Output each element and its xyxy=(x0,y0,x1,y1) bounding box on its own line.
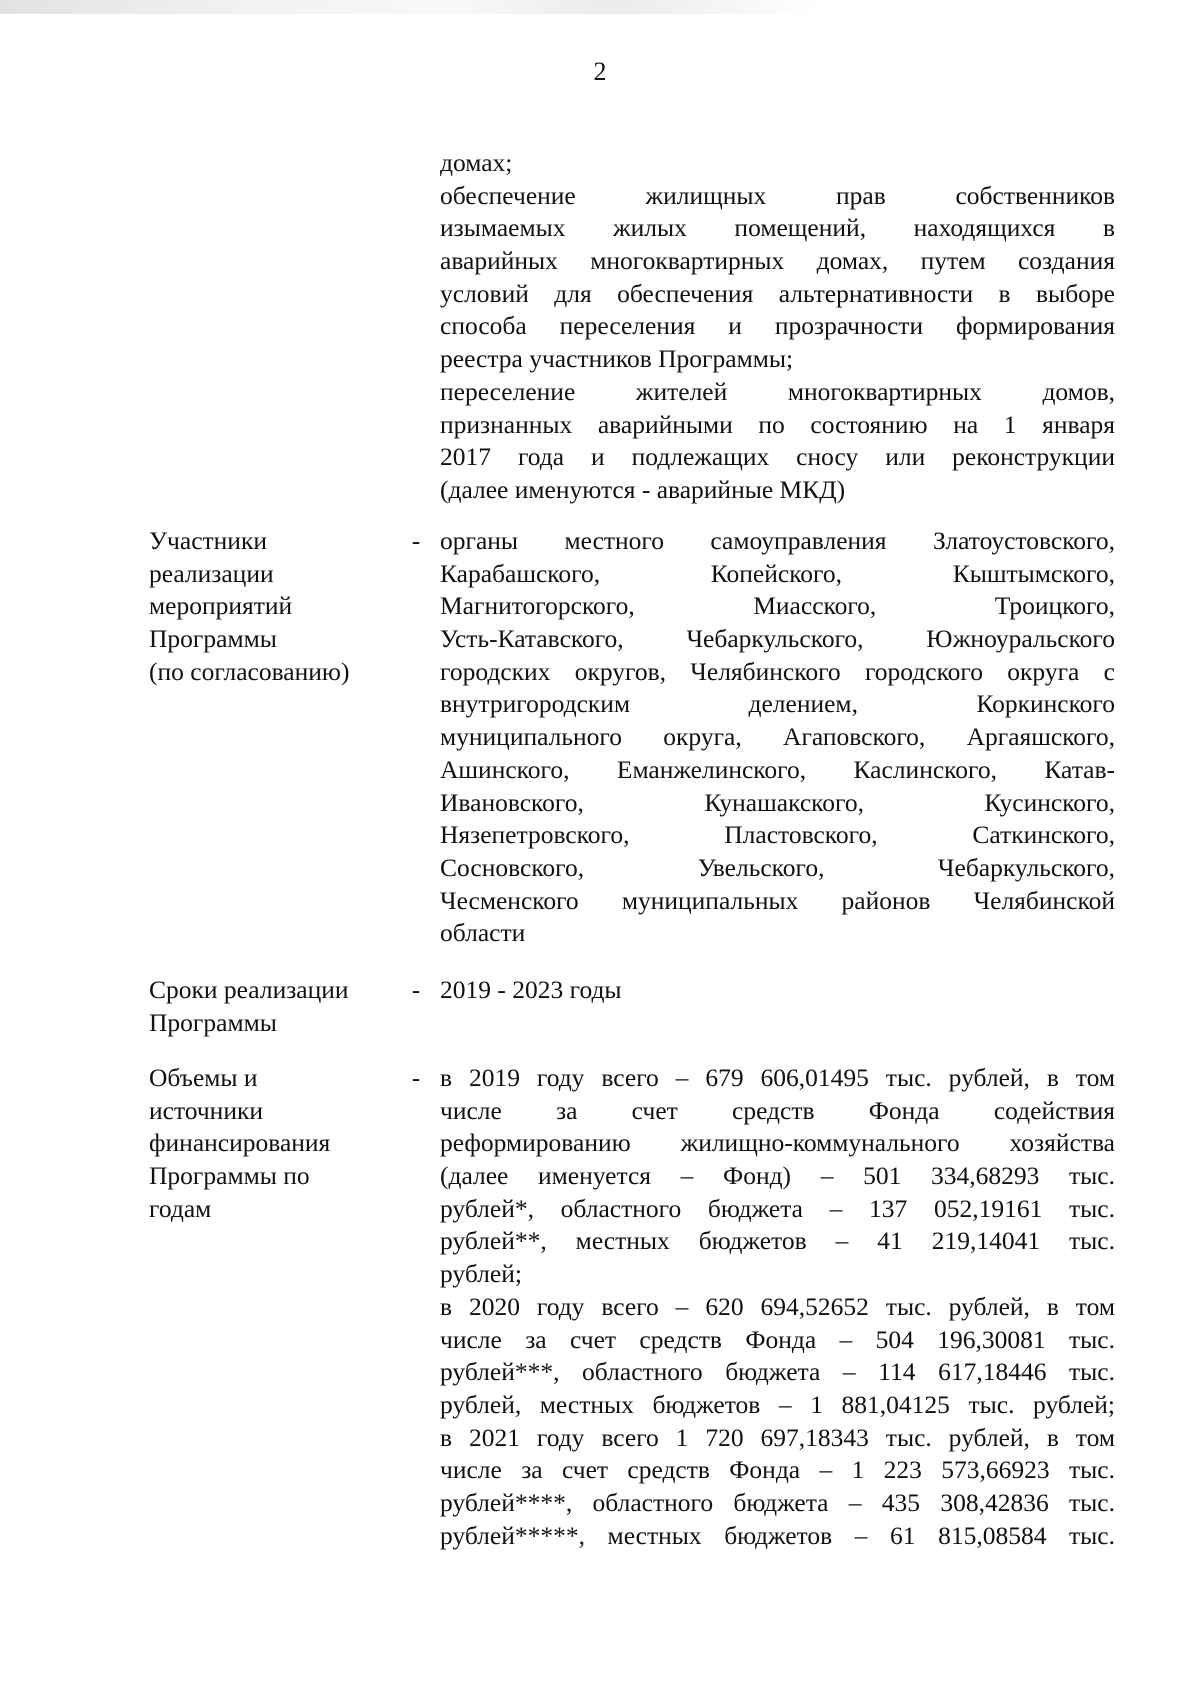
text-line: 2019 - 2023 годы xyxy=(440,975,622,1004)
text-line: городских округов, Челябинского городского округа с xyxy=(440,656,1115,686)
text-line: реестра участников Программы; xyxy=(440,344,794,374)
participants-value xyxy=(440,525,1115,950)
label-line: Объемы и xyxy=(149,1063,258,1092)
text-line: аварийных многоквартирных домах, путем создания xyxy=(440,246,1115,276)
text-line: Ивановского, Кунашакского, Кусинского, xyxy=(440,787,1115,817)
text-line: рублей****, областного бюджета – 435 308,42836 тыс. xyxy=(440,1487,1115,1517)
text-line: рублей*, областного бюджета – 137 052,19161 тыс. xyxy=(440,1193,1115,1223)
label-line: мероприятий xyxy=(149,591,293,621)
text-line: Усть-Катавского, Чебаркульского, Южноуральского xyxy=(440,624,1115,654)
text-line: рублей***, областного бюджета – 114 617,18446 тыс. xyxy=(440,1357,1115,1387)
text-line: муниципального округа, Агаповского, Аргаяшского, xyxy=(440,722,1115,752)
text-line: обеспечение жилищных прав собственников xyxy=(440,180,1115,210)
dash-separator: - xyxy=(411,1063,421,1092)
text-line: Ашинского, Еманжелинского, Каслинского, Катав- xyxy=(440,754,1115,784)
period-value xyxy=(440,974,1115,1007)
text-line: Карабашского, Копейского, Кыштымского, xyxy=(440,558,1115,588)
label-line: (по согласованию) xyxy=(149,656,350,686)
text-line: числе за счет средств Фонда – 504 196,30081 тыс. xyxy=(440,1324,1115,1354)
label-line: годам xyxy=(149,1193,212,1223)
text-line: Чесменского муниципальных районов Челябинской xyxy=(440,885,1115,915)
period-label xyxy=(149,974,399,1039)
text-line: условий для обеспечения альтернативности в выборе xyxy=(440,278,1115,308)
text-line: числе за счет средств Фонда содействия xyxy=(440,1095,1115,1125)
text-line: Сосновского, Увельского, Чебаркульского, xyxy=(440,852,1115,882)
text-line: (далее именуется – Фонд) – 501 334,68293 тыс. xyxy=(440,1161,1115,1191)
label-line: Программы xyxy=(149,624,277,654)
scan-edge-artifact xyxy=(0,0,820,14)
text-line: Магнитогорского, Миасского, Троицкого, xyxy=(440,591,1115,621)
page-number: 2 xyxy=(593,57,607,86)
label-line: Программы xyxy=(149,1007,277,1037)
text-line: переселение жителей многоквартирных домов, xyxy=(440,376,1115,406)
label-line: источники xyxy=(149,1095,264,1125)
text-line: рублей, местных бюджетов – 1 881,04125 тыс. рублей; xyxy=(440,1389,1115,1419)
text-line: числе за счет средств Фонда – 1 223 573,66923 тыс. xyxy=(440,1455,1115,1485)
text-line: внутригородским делением, Коркинского xyxy=(440,689,1115,719)
text-line: органы местного самоуправления Златоустовского, xyxy=(440,526,1115,555)
text-line: в 2019 году всего – 679 606,01495 тыс. рублей, в том xyxy=(440,1063,1115,1092)
financing-value xyxy=(440,1062,1115,1552)
label-line: финансирования xyxy=(149,1128,331,1158)
financing-label xyxy=(149,1062,399,1225)
label-line: Сроки реализации xyxy=(149,975,349,1004)
text-line: (далее именуются - аварийные МКД) xyxy=(440,474,846,504)
label-line: Программы по xyxy=(149,1161,310,1191)
text-line: реформированию жилищно-коммунального хозяйства xyxy=(440,1128,1115,1158)
text-line: Нязепетровского, Пластовского, Саткинского, xyxy=(440,820,1115,850)
participants-label xyxy=(149,525,399,688)
label-line: реализации xyxy=(149,558,274,588)
text-line: области xyxy=(440,918,526,948)
text-line: в 2021 году всего 1 720 697,18343 тыс. рублей, в том xyxy=(440,1422,1115,1452)
text-line: рублей; xyxy=(440,1259,522,1289)
text-line: рублей*****, местных бюджетов – 61 815,08584 тыс. xyxy=(440,1520,1115,1550)
text-line: изымаемых жилых помещений, находящихся в xyxy=(440,213,1115,243)
dash-separator: - xyxy=(411,526,421,555)
text-line: домах; xyxy=(440,148,513,177)
label-line: Участники xyxy=(149,526,267,555)
text-line: признанных аварийными по состоянию на 1 января xyxy=(440,409,1115,439)
text-line: в 2020 году всего – 620 694,52652 тыс. рублей, в том xyxy=(440,1291,1115,1321)
text-line: способа переселения и прозрачности формирования xyxy=(440,311,1115,341)
text-line: рублей**, местных бюджетов – 41 219,14041 тыс. xyxy=(440,1226,1115,1256)
dash-separator: - xyxy=(411,975,421,1004)
text-line: 2017 года и подлежащих сносу или реконструкции xyxy=(440,442,1115,472)
objectives-continuation xyxy=(440,147,1115,507)
